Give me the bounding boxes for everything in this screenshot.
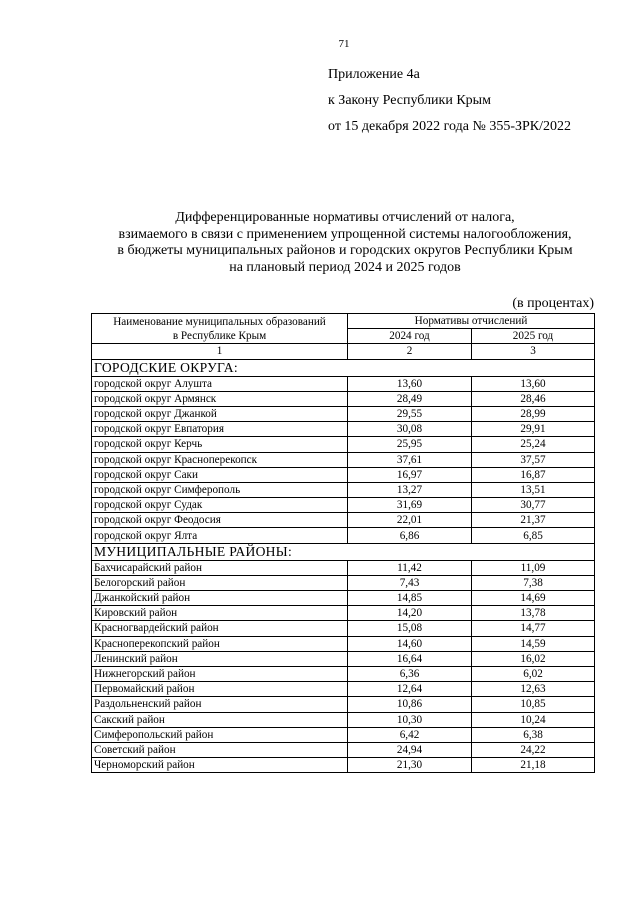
row-2024-cell: 10,86 [348,697,472,712]
section-row-urban [92,359,595,376]
table-row [92,528,595,543]
row-2025-cell: 30,77 [472,498,595,513]
row-2024-cell: 28,49 [348,391,472,406]
row-2024-cell: 13,27 [348,482,472,497]
table-row [92,376,595,391]
column-number-3: 3 [472,344,595,359]
row-2024-cell: 7,43 [348,575,472,590]
row-name-cell: городской округ Ялта [92,528,348,543]
row-name-cell: городской округ Судак [92,498,348,513]
table-row [92,636,595,651]
row-name-cell: городской округ Алушта [92,376,348,391]
row-name-cell: Первомайский район [92,682,348,697]
row-2025-cell: 28,46 [472,391,595,406]
row-2024-cell: 10,30 [348,712,472,727]
table-row [92,758,595,773]
row-name-cell: городской округ Керчь [92,437,348,452]
row-2024-cell: 14,85 [348,591,472,606]
row-name-cell: городской округ Красноперекопск [92,452,348,467]
appendix-line-1: Приложение 4а [328,67,420,82]
section-row-districts [92,543,595,560]
row-2024-cell: 6,42 [348,727,472,742]
row-2025-cell: 24,22 [472,742,595,757]
table-row [92,575,595,590]
row-name-cell: городской округ Армянск [92,391,348,406]
row-name-cell: Красноперекопский район [92,636,348,651]
row-2025-cell: 10,24 [472,712,595,727]
row-name-cell: Бахчисарайский район [92,560,348,575]
title-line-3: в бюджеты муниципальных районов и городских округов Республики Крым [117,243,573,258]
table-row [92,697,595,712]
norms-table [91,313,595,773]
row-2024-cell: 16,64 [348,651,472,666]
table-row [92,560,595,575]
row-2025-cell: 13,78 [472,606,595,621]
row-2025-cell: 21,37 [472,513,595,528]
row-name-cell: Белогорский район [92,575,348,590]
title-line-4: на плановый период 2024 и 2025 годов [229,259,461,275]
table-row [92,651,595,666]
table-row [92,727,595,742]
row-2024-cell: 22,01 [348,513,472,528]
table-row [92,513,595,528]
row-2024-cell: 14,60 [348,636,472,651]
table-header-row-1 [92,314,595,329]
table-row [92,498,595,513]
row-2024-cell: 29,55 [348,406,472,421]
table-row [92,437,595,452]
row-2024-cell: 15,08 [348,621,472,636]
row-name-cell: Кировский район [92,606,348,621]
table-row [92,591,595,606]
title-line-2: взимаемого в связи с применением упрощенной системы налогообложения, [118,226,572,242]
row-2025-cell: 13,51 [472,482,595,497]
table-row [92,621,595,636]
row-2025-cell: 16,02 [472,651,595,666]
row-2025-cell: 6,85 [472,528,595,543]
row-2024-cell: 6,86 [348,528,472,543]
header-norms-cell: Нормативы отчислений [348,314,595,329]
title-line-1: Дифференцированные нормативы отчислений от налога, [175,210,515,225]
header-2024-cell: 2024 год [348,329,472,344]
row-2025-cell: 21,18 [472,758,595,773]
table-row [92,422,595,437]
row-name-cell: городской округ Саки [92,467,348,482]
header-name-cell [92,314,348,344]
row-2024-cell: 37,61 [348,452,472,467]
row-name-cell: Симферопольский район [92,727,348,742]
row-2025-cell: 11,09 [472,560,595,575]
table-row [92,482,595,497]
page-number: 71 [338,38,350,50]
row-name-cell: Нижнегорский район [92,666,348,681]
row-2024-cell: 25,95 [348,437,472,452]
row-name-cell: городской округ Евпатория [92,422,348,437]
column-number-1: 1 [92,344,348,359]
row-2025-cell: 25,24 [472,437,595,452]
table-row [92,606,595,621]
row-2025-cell: 13,60 [472,376,595,391]
row-2024-cell: 16,97 [348,467,472,482]
section-title-urban: ГОРОДСКИЕ ОКРУГА: [92,359,472,376]
section-blank-cell [472,543,595,560]
row-name-cell: городской округ Феодосия [92,513,348,528]
row-2025-cell: 10,85 [472,697,595,712]
row-name-cell: Красногвардейский район [92,621,348,636]
unit-note: (в процентах) [512,296,594,311]
header-name-line-1: Наименование муниципальных образований [113,315,326,328]
row-2024-cell: 31,69 [348,498,472,513]
row-2025-cell: 28,99 [472,406,595,421]
row-2025-cell: 6,02 [472,666,595,681]
section-blank-cell [472,359,595,376]
header-2025-cell: 2025 год [472,329,595,344]
table-row [92,682,595,697]
row-name-cell: Советский район [92,742,348,757]
row-2025-cell: 7,38 [472,575,595,590]
table-row [92,742,595,757]
section-title-districts: МУНИЦИПАЛЬНЫЕ РАЙОНЫ: [92,543,472,560]
table-row [92,391,595,406]
table-row [92,452,595,467]
row-name-cell: Ленинский район [92,651,348,666]
document-title [80,210,610,276]
row-name-cell: Джанкойский район [92,591,348,606]
row-2025-cell: 12,63 [472,682,595,697]
appendix-block [328,62,571,140]
row-2024-cell: 6,36 [348,666,472,681]
table-row [92,712,595,727]
table-row [92,406,595,421]
appendix-line-3: от 15 декабря 2022 года № 355-ЗРК/2022 [328,119,572,134]
row-2025-cell: 29,91 [472,422,595,437]
row-2024-cell: 11,42 [348,560,472,575]
row-2024-cell: 13,60 [348,376,472,391]
row-2025-cell: 6,38 [472,727,595,742]
row-2025-cell: 14,69 [472,591,595,606]
row-2024-cell: 14,20 [348,606,472,621]
column-number-row [92,344,595,359]
row-2024-cell: 30,08 [348,422,472,437]
table-row [92,467,595,482]
row-name-cell: городской округ Джанкой [92,406,348,421]
row-2025-cell: 14,77 [472,621,595,636]
row-name-cell: Сакский район [92,712,348,727]
row-2025-cell: 16,87 [472,467,595,482]
table-row [92,666,595,681]
row-2025-cell: 37,57 [472,452,595,467]
header-name-line-2: в Республике Крым [172,329,267,342]
appendix-line-2: к Закону Республики Крым [328,93,491,108]
row-name-cell: Раздольненский район [92,697,348,712]
column-number-2: 2 [348,344,472,359]
row-2024-cell: 24,94 [348,742,472,757]
row-name-cell: Черноморский район [92,758,348,773]
row-2024-cell: 21,30 [348,758,472,773]
row-name-cell: городской округ Симферополь [92,482,348,497]
row-2025-cell: 14,59 [472,636,595,651]
row-2024-cell: 12,64 [348,682,472,697]
